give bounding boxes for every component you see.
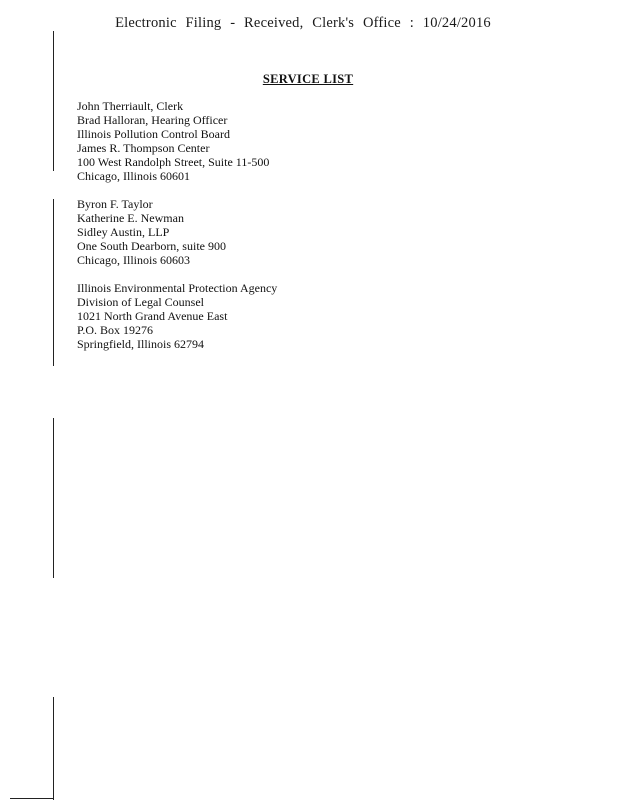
recipient-name: Byron F. Taylor xyxy=(77,197,153,211)
recipient-name: Katherine E. Newman xyxy=(77,211,184,225)
margin-line xyxy=(53,418,54,578)
city-state-zip: Springfield, Illinois 62794 xyxy=(77,337,204,351)
recipient-block-sidley xyxy=(77,197,226,267)
recipient-block-clerk xyxy=(77,99,269,183)
division-name: Division of Legal Counsel xyxy=(77,295,204,309)
margin-line xyxy=(53,199,54,366)
document-title: SERVICE LIST xyxy=(262,72,354,86)
po-box: P.O. Box 19276 xyxy=(77,323,154,337)
organization-name: Sidley Austin, LLP xyxy=(77,225,170,239)
recipient-name: John Therriault, Clerk xyxy=(77,99,184,113)
recipient-name: Brad Halloran, Hearing Officer xyxy=(77,113,228,127)
recipient-block-iepa xyxy=(77,281,277,351)
building-name: James R. Thompson Center xyxy=(77,141,210,155)
city-state-zip: Chicago, Illinois 60601 xyxy=(77,169,190,183)
street-address: 100 West Randolph Street, Suite 11-500 xyxy=(77,155,270,169)
organization-name: Illinois Pollution Control Board xyxy=(77,127,231,141)
street-address: 1021 North Grand Avenue East xyxy=(77,309,228,323)
street-address: One South Dearborn, suite 900 xyxy=(77,239,226,253)
city-state-zip: Chicago, Illinois 60603 xyxy=(77,253,190,267)
organization-name: Illinois Environmental Protection Agency xyxy=(77,281,278,295)
margin-line xyxy=(53,697,54,800)
filing-stamp-header: Electronic Filing - Received, Clerk's Office : 10/24/2016 xyxy=(115,15,491,31)
footer-line xyxy=(10,798,54,799)
margin-line xyxy=(53,31,54,171)
